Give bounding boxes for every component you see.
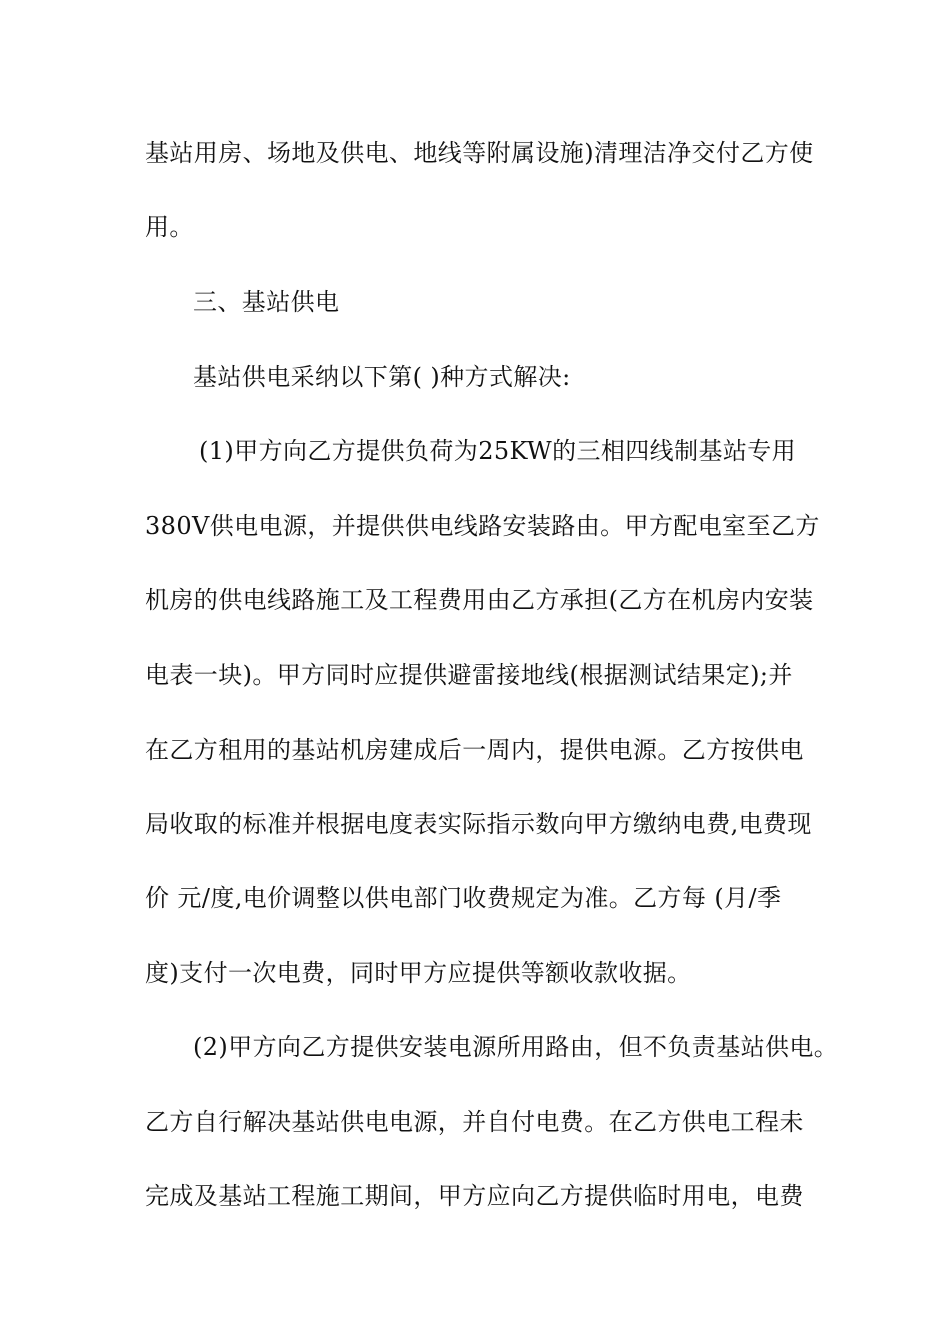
- text-line-5: (1)甲方向乙方提供负荷为25KW的三相四线制基站专用: [199, 437, 797, 465]
- text-line-14: 乙方自行解决基站供电电源，并自付电费。在乙方供电工程未: [145, 1108, 804, 1136]
- text-line-4: 基站供电采纳以下第( )种方式解决:: [193, 363, 571, 391]
- text-line-1: 基站用房、场地及供电、地线等附属设施)清理洁净交付乙方使: [145, 139, 814, 167]
- text-line-13: (2)甲方向乙方提供安装电源所用路由，但不负责基站供电。: [193, 1033, 839, 1061]
- text-line-10: 局收取的标准并根据电度表实际指示数向甲方缴纳电费,电费现: [145, 810, 812, 838]
- text-line-15: 完成及基站工程施工期间，甲方应向乙方提供临时用电，电费: [145, 1182, 804, 1210]
- section-heading: 三、基站供电: [193, 288, 340, 316]
- text-line-11: 价 元/度,电价调整以供电部门收费规定为准。乙方每 (月/季: [145, 884, 782, 912]
- text-line-12: 度)支付一次电费，同时甲方应提供等额收款收据。: [145, 959, 692, 987]
- text-line-7: 机房的供电线路施工及工程费用由乙方承担(乙方在机房内安装: [145, 586, 814, 614]
- text-line-2: 用。: [145, 213, 194, 241]
- text-line-6: 380V供电电源，并提供供电线路安装路由。甲方配电室至乙方: [145, 512, 820, 540]
- text-line-8: 电表一块)。甲方同时应提供避雷接地线(根据测试结果定);并: [145, 661, 793, 689]
- text-line-9: 在乙方租用的基站机房建成后一周内，提供电源。乙方按供电: [145, 736, 804, 764]
